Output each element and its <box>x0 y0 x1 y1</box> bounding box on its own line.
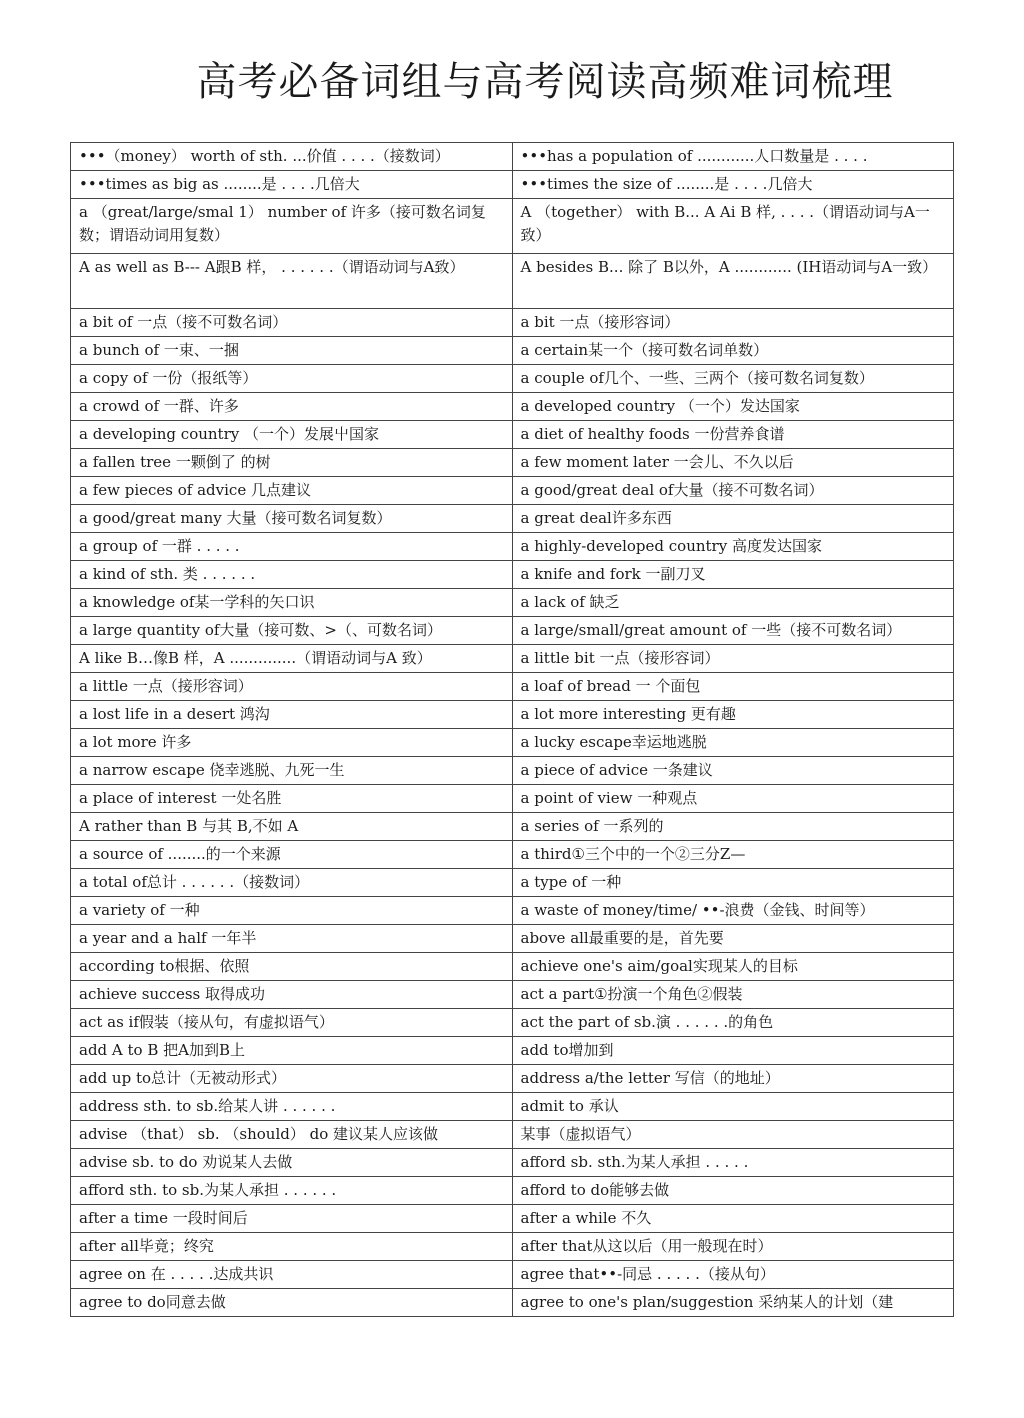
table-row <box>71 533 954 561</box>
left-cell: A rather than B 与其 B,不如 A <box>71 813 513 841</box>
left-cell: a large quantity of大量（接可数、>（、可数名词） <box>71 617 513 645</box>
table-row <box>71 841 954 869</box>
table-row <box>71 1093 954 1121</box>
right-cell: a series of 一系列的 <box>512 813 954 841</box>
left-cell: a developing country （一个）发展屮国家 <box>71 421 513 449</box>
right-cell: a large/small/great amount of 一些（接不可数名词） <box>512 617 954 645</box>
left-cell: a little 一点（接形容词） <box>71 673 513 701</box>
left-cell: a source of ........的一个来源 <box>71 841 513 869</box>
left-cell: act as if假装（接从句，有虚拟语气） <box>71 1009 513 1037</box>
left-cell: achieve success 取得成功 <box>71 981 513 1009</box>
left-cell: a crowd of 一群、许多 <box>71 393 513 421</box>
table-row <box>71 365 954 393</box>
left-cell: a place of interest 一处名胜 <box>71 785 513 813</box>
right-cell: •••has a population of ............人口数量是 . . . . <box>512 143 954 171</box>
left-cell: a lot more 许多 <box>71 729 513 757</box>
right-cell: a diet of healthy foods 一份营养食谱 <box>512 421 954 449</box>
right-cell: a piece of advice 一条建议 <box>512 757 954 785</box>
left-cell: agree to do同意去做 <box>71 1289 513 1317</box>
right-cell: afford sb. sth.为某人承担 . . . . . <box>512 1149 954 1177</box>
table-row <box>71 1065 954 1093</box>
left-cell: address sth. to sb.给某人讲 . . . . . . <box>71 1093 513 1121</box>
right-cell: a couple of几个、一些、三两个（接可数名词复数） <box>512 365 954 393</box>
left-cell: advise （that） sb. （should） do 建议某人应该做 <box>71 1121 513 1149</box>
right-cell: 某事（虚拟语气） <box>512 1121 954 1149</box>
right-cell: admit to 承认 <box>512 1093 954 1121</box>
left-cell: a knowledge of某一学科的矢口识 <box>71 589 513 617</box>
left-cell: a few pieces of advice 几点建议 <box>71 477 513 505</box>
right-cell: a certain某一个（接可数名词单数） <box>512 337 954 365</box>
right-cell: afford to do能够去做 <box>512 1177 954 1205</box>
table-row <box>71 309 954 337</box>
right-cell: a third①三个中的一个②三分Z— <box>512 841 954 869</box>
left-cell: a fallen tree 一颗倒了 的树 <box>71 449 513 477</box>
table-row <box>71 589 954 617</box>
left-cell: a bunch of 一束、一捆 <box>71 337 513 365</box>
left-cell: a narrow escape 侥幸逃脱、九死一生 <box>71 757 513 785</box>
left-cell: agree on 在 . . . . .达成共识 <box>71 1261 513 1289</box>
table-row <box>71 953 954 981</box>
table-row <box>71 869 954 897</box>
right-cell: a bit 一点（接形容词） <box>512 309 954 337</box>
table-row <box>71 673 954 701</box>
right-cell: a knife and fork 一副刀叉 <box>512 561 954 589</box>
table-row <box>71 505 954 533</box>
left-cell: a year and a half 一年半 <box>71 925 513 953</box>
right-cell: achieve one's aim/goal实现某人的目标 <box>512 953 954 981</box>
left-cell: A like B…像B 样，A ..............（谓语动词与A 致） <box>71 645 513 673</box>
table-row <box>71 785 954 813</box>
right-cell: a waste of money/time/ ••-浪费（金钱、时间等） <box>512 897 954 925</box>
table-row <box>71 1205 954 1233</box>
table-row <box>71 477 954 505</box>
left-cell: add up to总计（无被动形式） <box>71 1065 513 1093</box>
left-cell: according to根据、依照 <box>71 953 513 981</box>
table-row <box>71 561 954 589</box>
table-row <box>71 1149 954 1177</box>
left-cell: A as well as B--- A跟B 样， . . . . . .（谓语动词与A致） <box>71 254 513 309</box>
right-cell: a loaf of bread 一 个面包 <box>512 673 954 701</box>
table-row <box>71 1177 954 1205</box>
table-row <box>71 421 954 449</box>
left-cell: advise sb. to do 劝说某人去做 <box>71 1149 513 1177</box>
right-cell: •••times the size of ........是 . . . .几倍大 <box>512 171 954 199</box>
table-row <box>71 1009 954 1037</box>
right-cell: a lack of 缺乏 <box>512 589 954 617</box>
table-row <box>71 617 954 645</box>
left-cell: a group of 一群 . . . . . <box>71 533 513 561</box>
table-row <box>71 981 954 1009</box>
table-row <box>71 925 954 953</box>
right-cell: a type of 一种 <box>512 869 954 897</box>
left-cell: after a time 一段时间后 <box>71 1205 513 1233</box>
table-row <box>71 645 954 673</box>
left-cell: •••times as big as ........是 . . . .几倍大 <box>71 171 513 199</box>
left-cell: a total of总计 . . . . . .（接数词） <box>71 869 513 897</box>
left-cell: afford sth. to sb.为某人承担 . . . . . . <box>71 1177 513 1205</box>
table-row <box>71 1233 954 1261</box>
table-row <box>71 1289 954 1317</box>
table-row <box>71 897 954 925</box>
table-row <box>71 757 954 785</box>
right-cell: a lucky escape幸运地逃脱 <box>512 729 954 757</box>
right-cell: address a/the letter 写信（的地址） <box>512 1065 954 1093</box>
right-cell: A （together） with B... A Ai B 样, . . . .（谓语动词与A一致） <box>512 199 954 254</box>
table-row <box>71 813 954 841</box>
table-row <box>71 729 954 757</box>
table-row <box>71 254 954 309</box>
right-cell: a developed country （一个）发达国家 <box>512 393 954 421</box>
left-cell: a variety of 一种 <box>71 897 513 925</box>
right-cell: agree that••-同忌 . . . . .（接从句） <box>512 1261 954 1289</box>
left-cell: after all毕竟；终究 <box>71 1233 513 1261</box>
right-cell: a little bit 一点（接形容词） <box>512 645 954 673</box>
table-row <box>71 701 954 729</box>
right-cell: after that从这以后（用一般现在时） <box>512 1233 954 1261</box>
table-row <box>71 1037 954 1065</box>
table-row <box>71 199 954 254</box>
left-cell: a bit of 一点（接不可数名词） <box>71 309 513 337</box>
left-cell: a good/great many 大量（接可数名词复数） <box>71 505 513 533</box>
left-cell: a copy of 一份（报纸等） <box>71 365 513 393</box>
right-cell: after a while 不久 <box>512 1205 954 1233</box>
right-cell: a highly-developed country 高度发达国家 <box>512 533 954 561</box>
left-cell: add A to B 把A加到B上 <box>71 1037 513 1065</box>
right-cell: act the part of sb.演 . . . . . .的角色 <box>512 1009 954 1037</box>
table-row <box>71 171 954 199</box>
table-row <box>71 1121 954 1149</box>
right-cell: a good/great deal of大量（接不可数名词） <box>512 477 954 505</box>
left-cell: a （great/large/smal 1） number of 许多（接可数名词复 数；谓语动词用复数） <box>71 199 513 254</box>
right-cell: a point of view 一种观点 <box>512 785 954 813</box>
table-row <box>71 1261 954 1289</box>
page-title: 高考必备词组与高考阅读高频难词梳理 <box>196 59 894 105</box>
right-cell: a few moment later 一会儿、不久以后 <box>512 449 954 477</box>
table-row <box>71 143 954 171</box>
left-cell: a lost life in a desert 鸿沟 <box>71 701 513 729</box>
right-cell: A besides B... 除了 B以外，A ............ (IH语动词与A一致） <box>512 254 954 309</box>
right-cell: a great deal许多东西 <box>512 505 954 533</box>
vocab-table <box>70 142 954 1317</box>
left-cell: a kind of sth. 类 . . . . . . <box>71 561 513 589</box>
right-cell: act a part①扮演一个角色②假装 <box>512 981 954 1009</box>
vocab-table-body <box>71 143 954 1317</box>
left-cell: •••（money） worth of sth. ...价值 . . . .（接数词） <box>71 143 513 171</box>
table-row <box>71 337 954 365</box>
right-cell: above all最重要的是，首先要 <box>512 925 954 953</box>
right-cell: add to增加到 <box>512 1037 954 1065</box>
right-cell: agree to one's plan/suggestion 采纳某人的计划（建 <box>512 1289 954 1317</box>
right-cell: a lot more interesting 更有趣 <box>512 701 954 729</box>
table-row <box>71 393 954 421</box>
table-row <box>71 449 954 477</box>
